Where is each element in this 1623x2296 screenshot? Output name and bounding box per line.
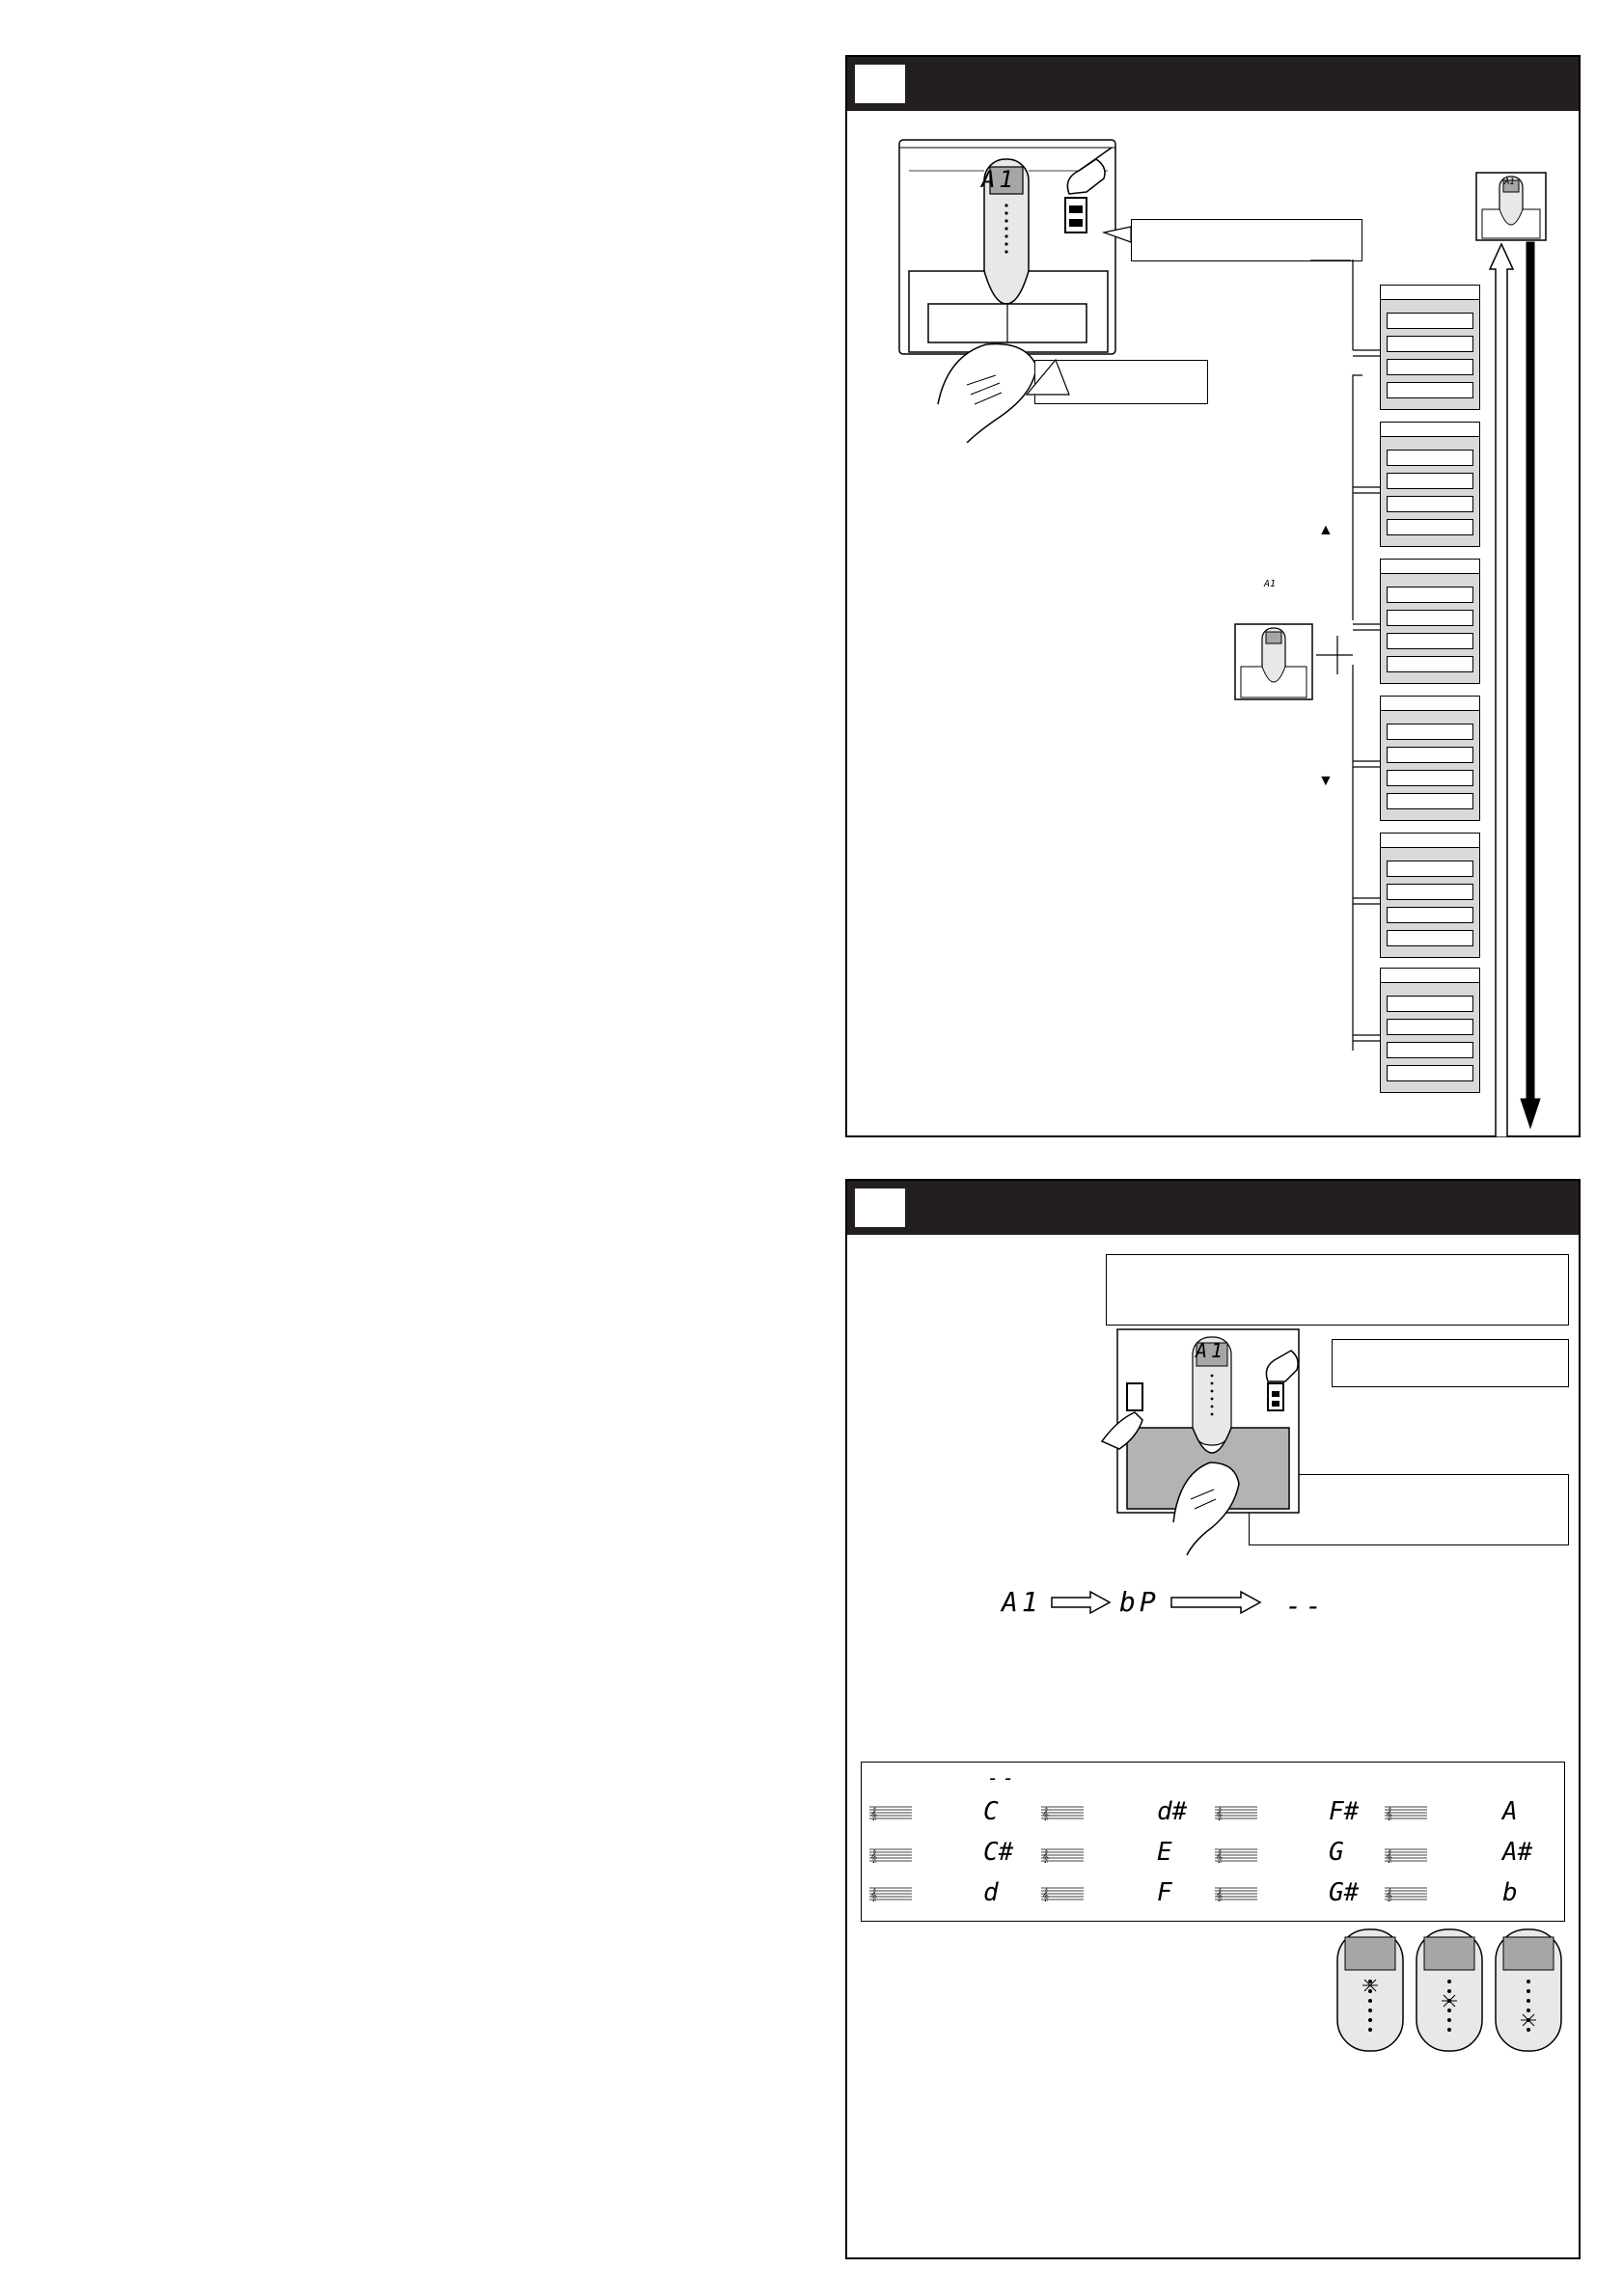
staff-icon <box>1385 1886 1427 1901</box>
note-c-sharp: C# <box>983 1838 1014 1867</box>
svg-text:𝄞: 𝄞 <box>1042 1849 1050 1863</box>
svg-text:𝄞: 𝄞 <box>1042 1807 1050 1820</box>
staff-icon <box>1041 1847 1084 1863</box>
note-e: E <box>1157 1838 1172 1867</box>
button-callout <box>1131 219 1362 261</box>
upper-panel-header <box>847 57 1579 111</box>
upper-panel-number <box>853 63 907 105</box>
svg-text:𝄞: 𝄞 <box>1042 1888 1050 1901</box>
sequence-arrow-2 <box>1169 1590 1262 1615</box>
patch-bank-3 <box>1380 559 1480 684</box>
lower-panel-number <box>853 1187 907 1229</box>
svg-text:𝄞: 𝄞 <box>870 1888 878 1901</box>
upper-device-display: A1 <box>981 166 1017 193</box>
svg-text:𝄞: 𝄞 <box>1216 1849 1224 1863</box>
cycle-arrows <box>1488 231 1546 1137</box>
patch-bank-6 <box>1380 968 1480 1093</box>
small-display-top: A1 <box>1504 178 1515 187</box>
svg-text:𝄞: 𝄞 <box>1386 1888 1393 1901</box>
note-d-sharp: d# <box>1157 1797 1188 1826</box>
staff-icon <box>1215 1886 1257 1901</box>
staff-icon <box>869 1805 912 1820</box>
lower-device-display: A1 <box>1196 1339 1227 1362</box>
note-a: A <box>1502 1797 1518 1826</box>
staff-icon <box>1385 1847 1427 1863</box>
note-f-sharp: F# <box>1329 1797 1360 1826</box>
note-a-sharp: A# <box>1502 1838 1533 1867</box>
note-table <box>861 1762 1565 1922</box>
svg-text:𝄞: 𝄞 <box>870 1849 878 1863</box>
patch-bank-5 <box>1380 833 1480 958</box>
note-g: G <box>1329 1838 1344 1867</box>
up-arrow-icon: ▲ <box>1318 522 1334 538</box>
svg-text:𝄞: 𝄞 <box>1386 1807 1393 1820</box>
lower-panel-header <box>847 1181 1579 1235</box>
staff-icon <box>1215 1847 1257 1863</box>
small-device-middle <box>1233 622 1314 701</box>
note-g-sharp: G# <box>1329 1878 1360 1907</box>
note-table-header: -- <box>987 1766 1019 1790</box>
sequence-step-1: A1 <box>1002 1586 1042 1618</box>
tuner-indicator-sharp <box>1492 1926 1565 2055</box>
patch-bank-2 <box>1380 422 1480 547</box>
tuner-indicator-flat <box>1334 1926 1407 2055</box>
staff-icon <box>869 1886 912 1901</box>
svg-text:𝄞: 𝄞 <box>870 1807 878 1820</box>
sequence-arrow-1 <box>1050 1590 1112 1615</box>
bank-branch-lines <box>1310 260 1388 1051</box>
sequence-step-2: bP <box>1119 1586 1160 1618</box>
svg-text:𝄞: 𝄞 <box>1216 1807 1224 1820</box>
staff-icon <box>869 1847 912 1863</box>
upper-panel <box>845 55 1581 1137</box>
tuner-indicator-center <box>1413 1926 1486 2055</box>
top-callout <box>1106 1254 1569 1326</box>
callout-leader-lines <box>1011 202 1146 414</box>
staff-icon <box>1385 1805 1427 1820</box>
note-d: d <box>983 1878 999 1907</box>
patch-bank-4 <box>1380 696 1480 821</box>
middle-device-display: A1 <box>1264 579 1277 589</box>
note-b: b <box>1502 1878 1518 1907</box>
staff-icon <box>1041 1886 1084 1901</box>
svg-text:𝄞: 𝄞 <box>1386 1849 1393 1863</box>
note-c: C <box>983 1797 999 1826</box>
sequence-step-3: -- <box>1285 1590 1326 1622</box>
right-button-callout <box>1332 1339 1569 1387</box>
staff-icon <box>1041 1805 1084 1820</box>
down-arrow-icon: ▼ <box>1318 773 1334 789</box>
patch-bank-1 <box>1380 285 1480 410</box>
note-f: F <box>1157 1878 1172 1907</box>
staff-icon <box>1215 1805 1257 1820</box>
svg-text:𝄞: 𝄞 <box>1216 1888 1224 1901</box>
